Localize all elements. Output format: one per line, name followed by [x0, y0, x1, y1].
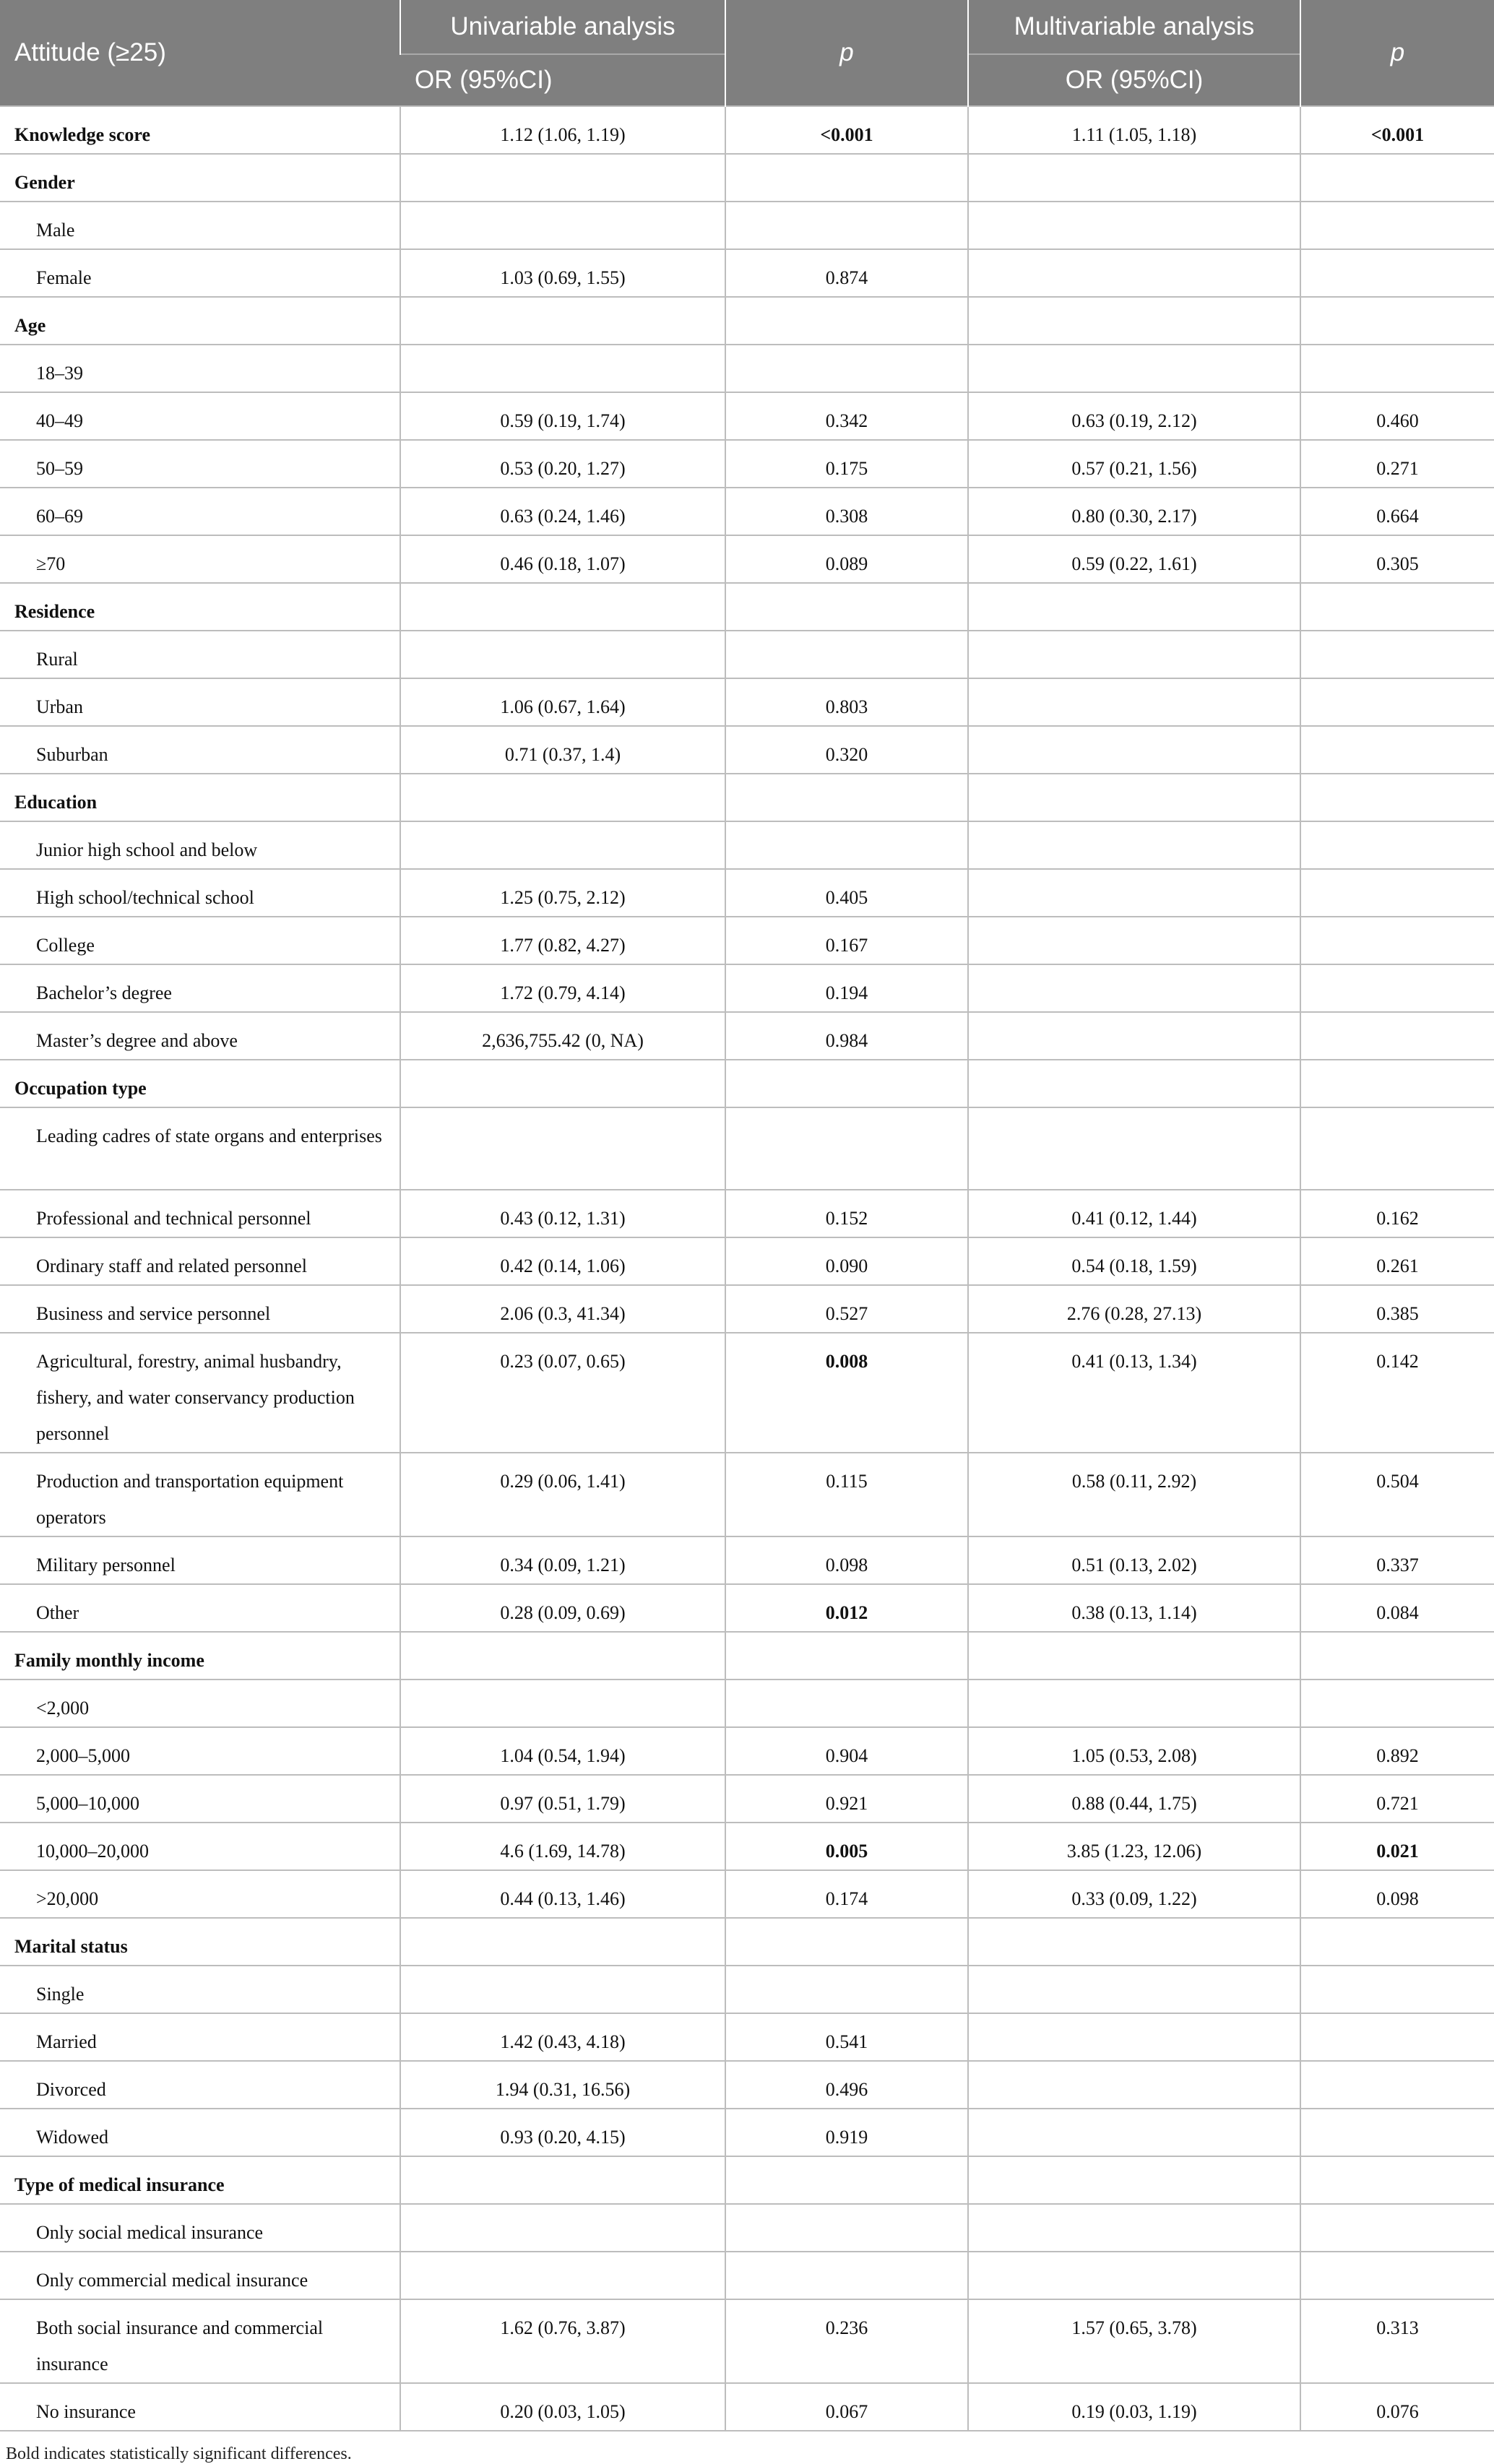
multivariable-or-cell	[968, 821, 1300, 869]
univariable-or-cell: 1.06 (0.67, 1.64)	[400, 678, 725, 726]
univariable-or-cell: 0.93 (0.20, 4.15)	[400, 2109, 725, 2156]
univariable-or-cell	[400, 1060, 725, 1107]
multivariable-p-cell: <0.001	[1300, 106, 1494, 154]
multivariable-p-cell: 0.261	[1300, 1237, 1494, 1285]
table-group-row	[0, 106, 1494, 154]
univariable-p-cell: 0.005	[725, 1823, 968, 1870]
table-footnote: Bold indicates statistically significant differences.	[6, 2444, 352, 2463]
table-row	[0, 1237, 1494, 1285]
univariable-p-cell	[725, 631, 968, 678]
univariable-p-cell: 0.541	[725, 2013, 968, 2061]
row-label: Master’s degree and above	[0, 1012, 400, 1060]
table-row	[0, 1190, 1494, 1237]
multivariable-p-cell: 0.142	[1300, 1333, 1494, 1453]
univariable-or-cell	[400, 2204, 725, 2252]
row-label: Ordinary staff and related personnel	[0, 1237, 400, 1285]
row-label: College	[0, 917, 400, 964]
univariable-or-cell: 1.94 (0.31, 16.56)	[400, 2061, 725, 2109]
multivariable-p-cell: 0.098	[1300, 1870, 1494, 1918]
univariable-p-cell: 0.803	[725, 678, 968, 726]
multivariable-p-cell	[1300, 2061, 1494, 2109]
multivariable-or-cell	[968, 1680, 1300, 1727]
univariable-or-cell: 0.63 (0.24, 1.46)	[400, 488, 725, 535]
table-row	[0, 535, 1494, 583]
multivariable-p-cell: 0.892	[1300, 1727, 1494, 1775]
row-label: Production and transportation equipment operators	[0, 1453, 400, 1536]
multivariable-p-cell	[1300, 821, 1494, 869]
univariable-p-cell: 0.067	[725, 2383, 968, 2431]
multivariable-or-cell: 0.59 (0.22, 1.61)	[968, 535, 1300, 583]
multivariable-p-cell: 0.162	[1300, 1190, 1494, 1237]
univariable-p-cell	[725, 202, 968, 249]
univariable-or-cell: 1.04 (0.54, 1.94)	[400, 1727, 725, 1775]
table-row	[0, 1775, 1494, 1823]
multivariable-or-cell: 3.85 (1.23, 12.06)	[968, 1823, 1300, 1870]
table-row	[0, 678, 1494, 726]
multivariable-or-cell: 1.57 (0.65, 3.78)	[968, 2299, 1300, 2383]
row-label: Divorced	[0, 2061, 400, 2109]
table-row	[0, 1680, 1494, 1727]
multivariable-or-cell: 0.19 (0.03, 1.19)	[968, 2383, 1300, 2431]
header-univariable-or: OR (95%CI)	[400, 54, 725, 106]
table-row	[0, 1966, 1494, 2013]
univariable-p-cell: 0.008	[725, 1333, 968, 1453]
univariable-or-cell	[400, 2252, 725, 2299]
multivariable-or-cell	[968, 2252, 1300, 2299]
multivariable-p-cell	[1300, 774, 1494, 821]
multivariable-or-cell: 0.38 (0.13, 1.14)	[968, 1584, 1300, 1632]
header-multivariable-or: OR (95%CI)	[968, 54, 1300, 106]
row-label: 40–49	[0, 392, 400, 440]
multivariable-p-cell	[1300, 917, 1494, 964]
table-row	[0, 964, 1494, 1012]
univariable-p-cell	[725, 583, 968, 631]
multivariable-p-cell	[1300, 726, 1494, 774]
multivariable-p-cell	[1300, 631, 1494, 678]
univariable-p-cell: 0.342	[725, 392, 968, 440]
univariable-or-cell: 1.77 (0.82, 4.27)	[400, 917, 725, 964]
row-label: Age	[0, 297, 400, 345]
row-label: High school/technical school	[0, 869, 400, 917]
table-row	[0, 1107, 1494, 1190]
table-row	[0, 392, 1494, 440]
univariable-p-cell	[725, 297, 968, 345]
table-group-row	[0, 297, 1494, 345]
multivariable-p-cell: 0.313	[1300, 2299, 1494, 2383]
table-body	[0, 106, 1494, 2431]
univariable-or-cell	[400, 297, 725, 345]
univariable-p-cell: 0.012	[725, 1584, 968, 1632]
header-multivariable-p: p	[1300, 0, 1494, 106]
header-multivariable-analysis: Multivariable analysis	[968, 0, 1300, 54]
table-row	[0, 1285, 1494, 1333]
table-row	[0, 345, 1494, 392]
multivariable-or-cell	[968, 2109, 1300, 2156]
multivariable-p-cell: 0.084	[1300, 1584, 1494, 1632]
table-row	[0, 2299, 1494, 2383]
univariable-p-cell: 0.115	[725, 1453, 968, 1536]
univariable-or-cell: 1.03 (0.69, 1.55)	[400, 249, 725, 297]
multivariable-p-cell	[1300, 1966, 1494, 2013]
multivariable-or-cell	[968, 1632, 1300, 1680]
row-label: Bachelor’s degree	[0, 964, 400, 1012]
table-row	[0, 249, 1494, 297]
univariable-or-cell: 0.42 (0.14, 1.06)	[400, 1237, 725, 1285]
multivariable-or-cell	[968, 678, 1300, 726]
table-row	[0, 2252, 1494, 2299]
multivariable-or-cell	[968, 1012, 1300, 1060]
row-label: Other	[0, 1584, 400, 1632]
univariable-or-cell: 1.12 (1.06, 1.19)	[400, 106, 725, 154]
multivariable-or-cell: 0.41 (0.12, 1.44)	[968, 1190, 1300, 1237]
multivariable-or-cell	[968, 869, 1300, 917]
row-label: Junior high school and below	[0, 821, 400, 869]
table-row	[0, 869, 1494, 917]
univariable-p-cell	[725, 1107, 968, 1190]
multivariable-or-cell	[968, 2204, 1300, 2252]
multivariable-or-cell	[968, 1060, 1300, 1107]
univariable-p-cell: 0.874	[725, 249, 968, 297]
multivariable-or-cell	[968, 2013, 1300, 2061]
header-univariable-analysis: Univariable analysis	[400, 0, 725, 54]
multivariable-or-cell	[968, 249, 1300, 297]
univariable-p-cell: 0.089	[725, 535, 968, 583]
multivariable-or-cell: 0.88 (0.44, 1.75)	[968, 1775, 1300, 1823]
multivariable-p-cell	[1300, 869, 1494, 917]
univariable-or-cell	[400, 1632, 725, 1680]
table-row	[0, 1012, 1494, 1060]
row-label: Both social insurance and commercial insurance	[0, 2299, 400, 2383]
table-group-row	[0, 1918, 1494, 1966]
univariable-p-cell	[725, 154, 968, 202]
univariable-or-cell	[400, 154, 725, 202]
multivariable-p-cell	[1300, 964, 1494, 1012]
table-row	[0, 1823, 1494, 1870]
row-label: 2,000–5,000	[0, 1727, 400, 1775]
univariable-p-cell: 0.921	[725, 1775, 968, 1823]
univariable-p-cell: 0.919	[725, 2109, 968, 2156]
univariable-or-cell: 0.29 (0.06, 1.41)	[400, 1453, 725, 1536]
table-row	[0, 488, 1494, 535]
multivariable-p-cell	[1300, 1918, 1494, 1966]
univariable-or-cell	[400, 774, 725, 821]
table-group-row	[0, 1632, 1494, 1680]
table-group-row	[0, 154, 1494, 202]
multivariable-p-cell: 0.021	[1300, 1823, 1494, 1870]
multivariable-or-cell: 0.58 (0.11, 2.92)	[968, 1453, 1300, 1536]
multivariable-or-cell: 0.63 (0.19, 2.12)	[968, 392, 1300, 440]
header-attitude: Attitude (≥25)	[0, 0, 400, 106]
row-label: 10,000–20,000	[0, 1823, 400, 1870]
multivariable-p-cell	[1300, 1107, 1494, 1190]
multivariable-or-cell	[968, 631, 1300, 678]
table-row	[0, 440, 1494, 488]
univariable-or-cell: 0.23 (0.07, 0.65)	[400, 1333, 725, 1453]
univariable-or-cell: 1.72 (0.79, 4.14)	[400, 964, 725, 1012]
multivariable-or-cell	[968, 917, 1300, 964]
univariable-p-cell	[725, 2156, 968, 2204]
row-label: <2,000	[0, 1680, 400, 1727]
univariable-p-cell	[725, 1918, 968, 1966]
univariable-p-cell: 0.904	[725, 1727, 968, 1775]
univariable-or-cell: 1.42 (0.43, 4.18)	[400, 2013, 725, 2061]
multivariable-or-cell: 0.33 (0.09, 1.22)	[968, 1870, 1300, 1918]
table-header	[0, 0, 1494, 106]
multivariable-p-cell	[1300, 1680, 1494, 1727]
table-row	[0, 2061, 1494, 2109]
multivariable-p-cell: 0.337	[1300, 1536, 1494, 1584]
table-row	[0, 2383, 1494, 2431]
univariable-or-cell: 1.62 (0.76, 3.87)	[400, 2299, 725, 2383]
multivariable-p-cell	[1300, 249, 1494, 297]
row-label: Urban	[0, 678, 400, 726]
univariable-or-cell: 0.53 (0.20, 1.27)	[400, 440, 725, 488]
univariable-p-cell: 0.152	[725, 1190, 968, 1237]
multivariable-or-cell: 1.11 (1.05, 1.18)	[968, 106, 1300, 154]
univariable-or-cell: 0.43 (0.12, 1.31)	[400, 1190, 725, 1237]
multivariable-or-cell	[968, 1966, 1300, 2013]
univariable-p-cell	[725, 345, 968, 392]
univariable-p-cell: 0.496	[725, 2061, 968, 2109]
table-row	[0, 2204, 1494, 2252]
row-label: Marital status	[0, 1918, 400, 1966]
multivariable-or-cell: 0.57 (0.21, 1.56)	[968, 440, 1300, 488]
multivariable-p-cell	[1300, 2109, 1494, 2156]
univariable-or-cell: 0.34 (0.09, 1.21)	[400, 1536, 725, 1584]
table-row	[0, 631, 1494, 678]
row-label: Female	[0, 249, 400, 297]
univariable-or-cell: 0.46 (0.18, 1.07)	[400, 535, 725, 583]
row-label: Male	[0, 202, 400, 249]
univariable-p-cell: 0.090	[725, 1237, 968, 1285]
row-label: Military personnel	[0, 1536, 400, 1584]
multivariable-or-cell: 0.41 (0.13, 1.34)	[968, 1333, 1300, 1453]
univariable-or-cell: 2.06 (0.3, 41.34)	[400, 1285, 725, 1333]
multivariable-or-cell	[968, 345, 1300, 392]
univariable-p-cell: 0.984	[725, 1012, 968, 1060]
univariable-p-cell: 0.098	[725, 1536, 968, 1584]
row-label: Type of medical insurance	[0, 2156, 400, 2204]
univariable-or-cell	[400, 2156, 725, 2204]
multivariable-p-cell	[1300, 1632, 1494, 1680]
row-label: 18–39	[0, 345, 400, 392]
univariable-or-cell: 0.97 (0.51, 1.79)	[400, 1775, 725, 1823]
row-label: Rural	[0, 631, 400, 678]
multivariable-p-cell: 0.305	[1300, 535, 1494, 583]
multivariable-p-cell: 0.460	[1300, 392, 1494, 440]
univariable-p-cell: 0.175	[725, 440, 968, 488]
univariable-p-cell	[725, 1680, 968, 1727]
univariable-p-cell	[725, 2204, 968, 2252]
univariable-p-cell: 0.405	[725, 869, 968, 917]
row-label: Gender	[0, 154, 400, 202]
table-row	[0, 2013, 1494, 2061]
row-label: Family monthly income	[0, 1632, 400, 1680]
table-row	[0, 202, 1494, 249]
multivariable-or-cell	[968, 202, 1300, 249]
univariable-p-cell: 0.194	[725, 964, 968, 1012]
multivariable-p-cell: 0.504	[1300, 1453, 1494, 1536]
univariable-p-cell: 0.320	[725, 726, 968, 774]
row-label: Suburban	[0, 726, 400, 774]
row-label: Widowed	[0, 2109, 400, 2156]
univariable-p-cell	[725, 774, 968, 821]
table-row	[0, 821, 1494, 869]
multivariable-p-cell	[1300, 345, 1494, 392]
multivariable-or-cell	[968, 774, 1300, 821]
row-label: Married	[0, 2013, 400, 2061]
row-label: Residence	[0, 583, 400, 631]
univariable-or-cell: 0.71 (0.37, 1.4)	[400, 726, 725, 774]
row-label: No insurance	[0, 2383, 400, 2431]
multivariable-or-cell: 0.54 (0.18, 1.59)	[968, 1237, 1300, 1285]
univariable-p-cell	[725, 2252, 968, 2299]
multivariable-or-cell: 0.51 (0.13, 2.02)	[968, 1536, 1300, 1584]
row-label: Agricultural, forestry, animal husbandry, fishery, and water conservancy production personnel	[0, 1333, 400, 1453]
multivariable-p-cell: 0.385	[1300, 1285, 1494, 1333]
multivariable-p-cell	[1300, 1012, 1494, 1060]
table-row	[0, 1727, 1494, 1775]
univariable-or-cell	[400, 1107, 725, 1190]
multivariable-p-cell	[1300, 2013, 1494, 2061]
multivariable-or-cell: 1.05 (0.53, 2.08)	[968, 1727, 1300, 1775]
multivariable-or-cell	[968, 297, 1300, 345]
univariable-p-cell: 0.308	[725, 488, 968, 535]
multivariable-p-cell: 0.721	[1300, 1775, 1494, 1823]
row-label: Leading cadres of state organs and enterprises	[0, 1107, 400, 1190]
univariable-or-cell	[400, 1680, 725, 1727]
univariable-or-cell: 0.28 (0.09, 0.69)	[400, 1584, 725, 1632]
multivariable-or-cell	[968, 964, 1300, 1012]
multivariable-p-cell	[1300, 2204, 1494, 2252]
table-group-row	[0, 774, 1494, 821]
table-row	[0, 917, 1494, 964]
multivariable-p-cell: 0.664	[1300, 488, 1494, 535]
multivariable-p-cell	[1300, 1060, 1494, 1107]
row-label: Single	[0, 1966, 400, 2013]
univariable-p-cell: 0.236	[725, 2299, 968, 2383]
univariable-or-cell: 4.6 (1.69, 14.78)	[400, 1823, 725, 1870]
univariable-or-cell	[400, 202, 725, 249]
univariable-p-cell	[725, 1632, 968, 1680]
table-row	[0, 1453, 1494, 1536]
univariable-p-cell: <0.001	[725, 106, 968, 154]
univariable-p-cell: 0.167	[725, 917, 968, 964]
row-label: ≥70	[0, 535, 400, 583]
multivariable-p-cell	[1300, 583, 1494, 631]
univariable-or-cell: 1.25 (0.75, 2.12)	[400, 869, 725, 917]
multivariable-or-cell	[968, 2156, 1300, 2204]
row-label: Only social medical insurance	[0, 2204, 400, 2252]
univariable-p-cell: 0.527	[725, 1285, 968, 1333]
table-row	[0, 2109, 1494, 2156]
row-label: Education	[0, 774, 400, 821]
univariable-or-cell	[400, 631, 725, 678]
univariable-or-cell: 0.59 (0.19, 1.74)	[400, 392, 725, 440]
header-univariable-p: p	[725, 0, 968, 106]
row-label: Professional and technical personnel	[0, 1190, 400, 1237]
multivariable-or-cell	[968, 154, 1300, 202]
multivariable-p-cell	[1300, 297, 1494, 345]
multivariable-p-cell	[1300, 678, 1494, 726]
table-group-row	[0, 583, 1494, 631]
multivariable-or-cell: 2.76 (0.28, 27.13)	[968, 1285, 1300, 1333]
multivariable-or-cell	[968, 1107, 1300, 1190]
table-group-row	[0, 2156, 1494, 2204]
row-label: Business and service personnel	[0, 1285, 400, 1333]
multivariable-or-cell	[968, 583, 1300, 631]
univariable-or-cell	[400, 345, 725, 392]
univariable-p-cell	[725, 1060, 968, 1107]
row-label: 50–59	[0, 440, 400, 488]
multivariable-p-cell	[1300, 202, 1494, 249]
multivariable-p-cell	[1300, 2156, 1494, 2204]
table-row	[0, 1333, 1494, 1453]
univariable-or-cell: 0.20 (0.03, 1.05)	[400, 2383, 725, 2431]
multivariable-p-cell: 0.271	[1300, 440, 1494, 488]
univariable-p-cell	[725, 821, 968, 869]
univariable-p-cell	[725, 1966, 968, 2013]
row-label: Only commercial medical insurance	[0, 2252, 400, 2299]
univariable-or-cell	[400, 1918, 725, 1966]
univariable-p-cell: 0.174	[725, 1870, 968, 1918]
row-label: Occupation type	[0, 1060, 400, 1107]
row-label: >20,000	[0, 1870, 400, 1918]
multivariable-p-cell	[1300, 2252, 1494, 2299]
multivariable-p-cell: 0.076	[1300, 2383, 1494, 2431]
multivariable-or-cell	[968, 1918, 1300, 1966]
univariable-or-cell	[400, 821, 725, 869]
multivariable-or-cell	[968, 2061, 1300, 2109]
row-label: 60–69	[0, 488, 400, 535]
row-label: Knowledge score	[0, 106, 400, 154]
univariable-or-cell	[400, 1966, 725, 2013]
row-label: 5,000–10,000	[0, 1775, 400, 1823]
univariable-or-cell	[400, 583, 725, 631]
table-group-row	[0, 1060, 1494, 1107]
table-row	[0, 1536, 1494, 1584]
table-row	[0, 1870, 1494, 1918]
univariable-or-cell: 2,636,755.42 (0, NA)	[400, 1012, 725, 1060]
multivariable-or-cell	[968, 726, 1300, 774]
table-row	[0, 1584, 1494, 1632]
multivariable-p-cell	[1300, 154, 1494, 202]
multivariable-or-cell: 0.80 (0.30, 2.17)	[968, 488, 1300, 535]
univariable-or-cell: 0.44 (0.13, 1.46)	[400, 1870, 725, 1918]
table-row	[0, 726, 1494, 774]
